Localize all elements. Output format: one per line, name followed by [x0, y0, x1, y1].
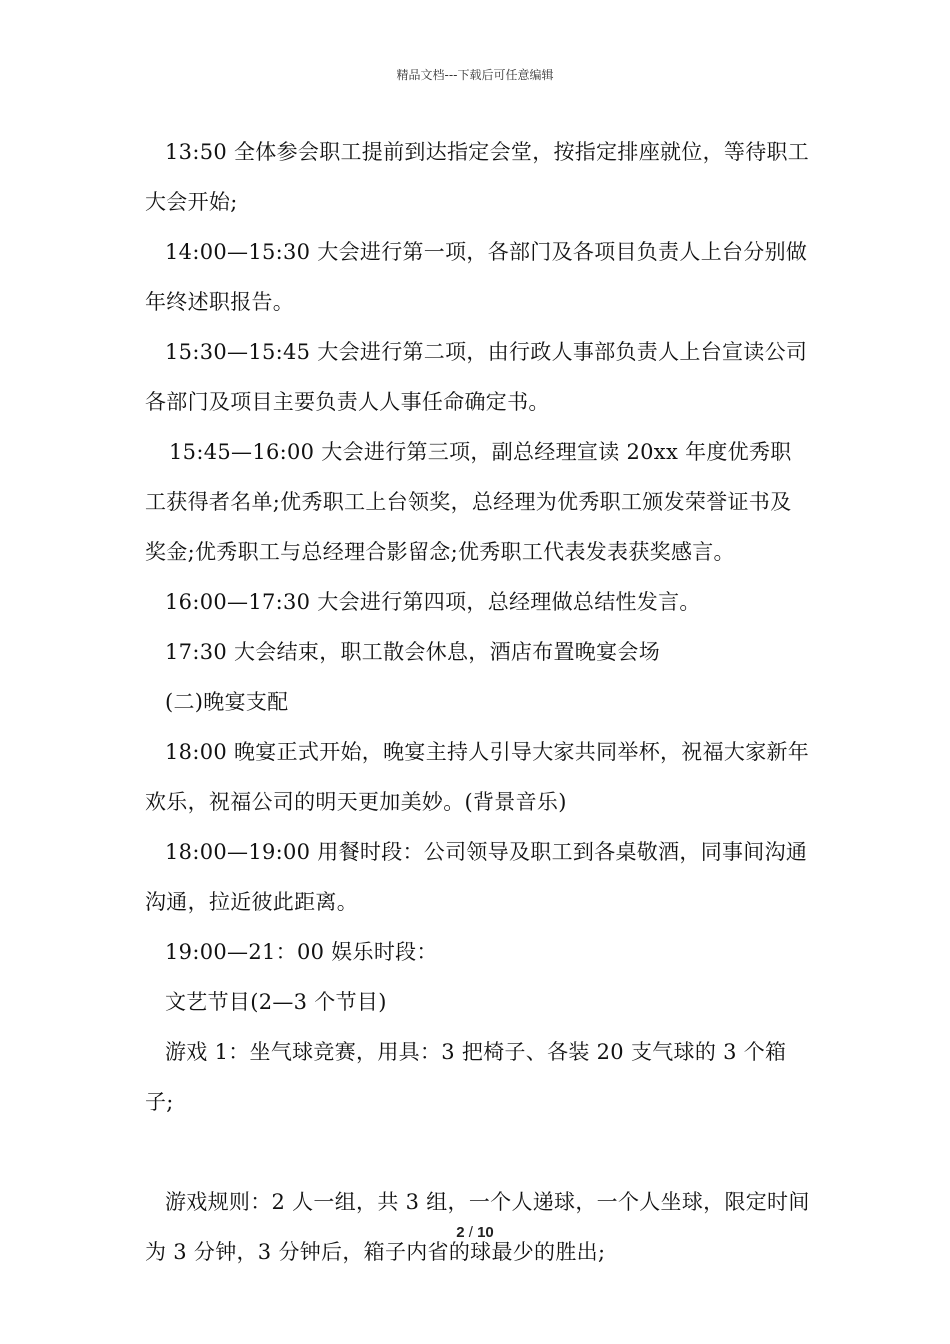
page-number: [0, 1224, 950, 1241]
section-heading: (二)晚宴支配: [165, 690, 289, 714]
paragraph: 文艺节目(2—3 个节目): [165, 990, 387, 1014]
paragraph: 16:00—17:30 大会进行第四项，总经理做总结性发言。: [165, 590, 701, 614]
paragraph: 游戏规则：2 人一组，共 3 组，一个人递球，一个人坐球，限定时间为 3 分钟，3 分钟后，箱子内省的球最少的胜出;: [145, 1190, 810, 1264]
document-body: [145, 127, 810, 1277]
paragraph: 15:45—16:00 大会进行第三项，副总经理宣读 20xx 年度优秀职工获得者名单;优秀职工上台领奖，总经理为优秀职工颁发荣誉证书及奖金;优秀职工与总经理合影留念;优秀职工代表发表获奖感言。: [145, 440, 792, 564]
paragraph: 15:30—15:45 大会进行第二项，由行政人事部负责人上台宣读公司各部门及项目主要负责人人事任命确定书。: [145, 340, 808, 414]
paragraph: 17:30 大会结束，职工散会休息，酒店布置晚宴会场: [165, 640, 660, 664]
current-page: 2: [456, 1224, 465, 1241]
paragraph: 14:00—15:30 大会进行第一项，各部门及各项目负责人上台分别做年终述职报告。: [145, 240, 808, 314]
total-pages: 10: [477, 1224, 494, 1241]
paragraph: 13:50 全体参会职工提前到达指定会堂，按指定排座就位，等待职工大会开始;: [145, 140, 810, 214]
paragraph: 18:00—19:00 用餐时段：公司领导及职工到各桌敬酒，同事间沟通沟通，拉近彼此距离。: [145, 840, 808, 914]
paragraph: 18:00 晚宴正式开始，晚宴主持人引导大家共同举杯，祝福大家新年欢乐，祝福公司的明天更加美妙。(背景音乐): [145, 740, 810, 814]
blank-line: [145, 1127, 810, 1177]
page-header: 精品文档---下载后可任意编辑: [396, 68, 554, 82]
paragraph: 19:00—21：00 娱乐时段：: [165, 940, 438, 964]
paragraph: 游戏 1：坐气球竞赛，用具：3 把椅子、各装 20 支气球的 3 个箱子;: [145, 1040, 787, 1114]
page-separator: /: [468, 1224, 473, 1241]
